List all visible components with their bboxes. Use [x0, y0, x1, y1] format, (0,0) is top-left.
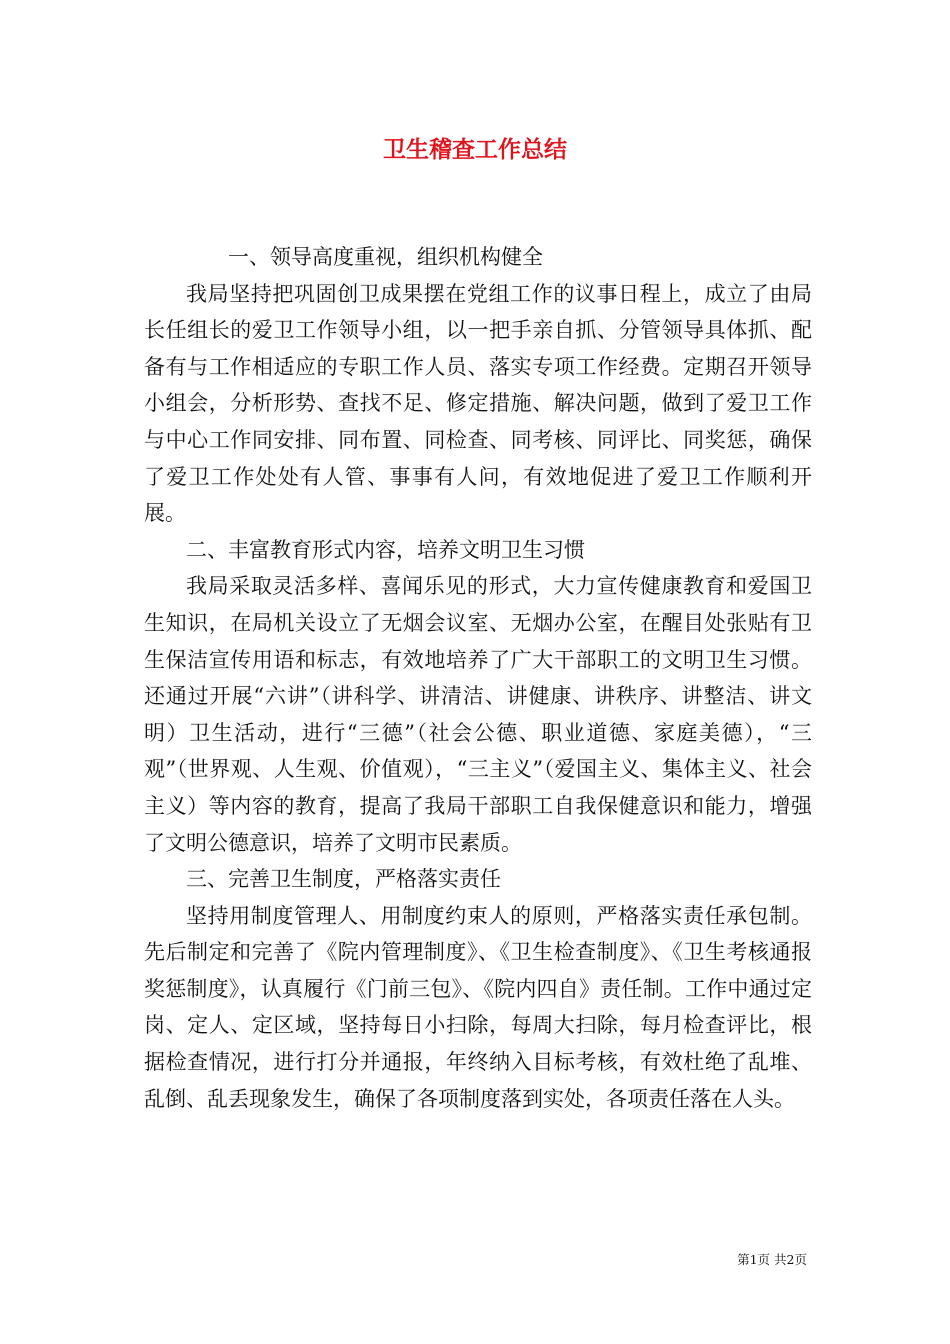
section-3-paragraph: 坚持用制度管理人、用制度约束人的原则，严格落实责任承包制。先后制定和完善了《院内管理制度》、《卫生检查制度》、《卫生考核通报奖惩制度》，认真履行《门前三包》、《院内四自》责任制。工作中通过定岗、定人、定区域，坚持每日小扫除，每周大扫除，每月检查评比，根据检查情况，进行打分并通报，年终纳入目标考核，有效杜绝了乱堆、乱倒、乱丢现象发生，确保了各项制度落到实处，各项责任落在人头。 — [144, 903, 812, 1111]
footer-prefix: 第 — [737, 1252, 750, 1267]
section-3-heading: 三、完善卫生制度，严格落实责任 — [186, 867, 501, 892]
section-1-paragraph: 我局坚持把巩固创卫成果摆在党组工作的议事日程上，成立了由局长任组长的爱卫工作领导小组，以一把手亲自抓、分管领导具体抓、配备有与工作相适应的专职工作人员、落实专项工作经费。定期召开领导小组会，分析形势、查找不足、修定措施、解决问题，做到了爱卫工作与中心工作同安排、同布置、同检查、同考核、同评比、同奖惩，确保了爱卫工作处处有人管、事事有人问，有效地促进了爱卫工作顺利开展。 — [144, 281, 812, 526]
section-1-heading: 一、领导高度重视，组织机构健全 — [228, 245, 543, 269]
footer-total-pages: 2 — [786, 1252, 795, 1267]
footer-suffix: 页 — [794, 1252, 807, 1267]
section-2-heading: 二、丰富教育形式内容，培养文明卫生习惯 — [186, 537, 585, 562]
footer-middle: 页 共 — [757, 1252, 787, 1267]
section-2-paragraph: 我局采取灵活多样、喜闻乐见的形式，大力宣传健康教育和爱国卫生知识，在局机关设立了无烟会议室、无烟办公室，在醒目处张贴有卫生保洁宣传用语和标志，有效地培养了广大干部职工的文明卫生习惯。还通过开展“六讲”（讲科学、讲清洁、讲健康、讲秩序、讲整洁、讲文明）卫生活动，进行“三德”（社会公德、职业道德、家庭美德），“三观”（世界观、人生观、价值观），“三主义”（爱国主义、集体主义、社会主义）等内容的教育，提高了我局干部职工自我保健意识和能力，增强了文明公德意识，培养了文明市民素质。 — [144, 574, 812, 855]
footer-current-page: 1 — [749, 1252, 758, 1267]
page-number-footer — [737, 1252, 807, 1268]
document-body — [144, 239, 812, 1117]
document-title: 卫生稽查工作总结 — [383, 137, 567, 163]
